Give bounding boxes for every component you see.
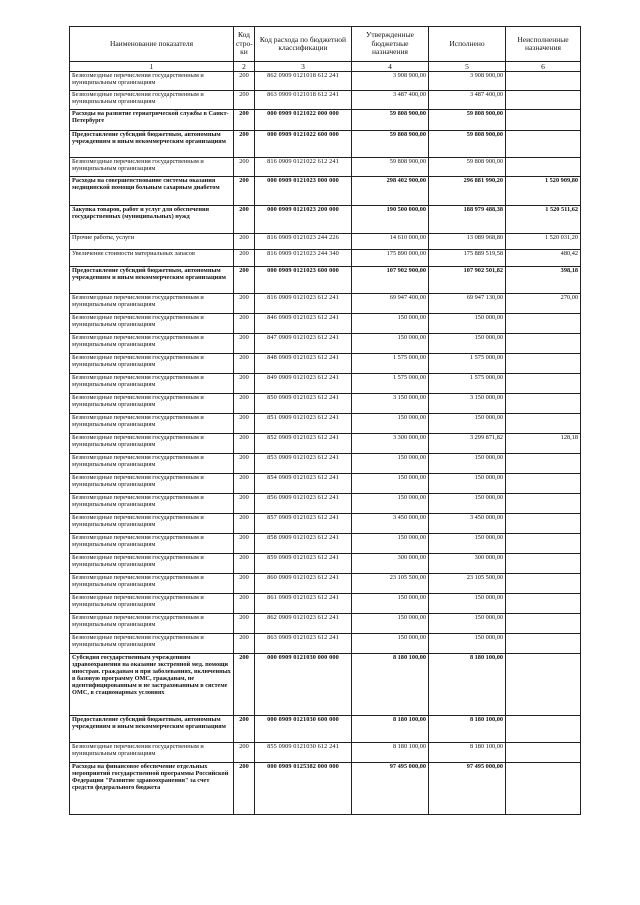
row-approved: 175 890 000,00 xyxy=(352,250,429,267)
row-line-code: 200 xyxy=(234,743,255,763)
row-executed: 3 908 900,00 xyxy=(429,72,506,91)
row-executed: 150 000,00 xyxy=(429,474,506,494)
row-line-code: 200 xyxy=(234,716,255,743)
row-approved: 14 610 000,00 xyxy=(352,234,429,250)
row-name: Безвозмездные перечисления государственным и муниципальным организациям xyxy=(70,614,234,634)
row-approved: 3 150 000,00 xyxy=(352,394,429,414)
row-approved: 150 000,00 xyxy=(352,614,429,634)
table-row xyxy=(70,594,581,614)
row-line-code: 200 xyxy=(234,250,255,267)
row-unexecuted xyxy=(506,72,581,91)
row-unexecuted xyxy=(506,110,581,131)
row-line-code: 200 xyxy=(234,91,255,110)
row-unexecuted xyxy=(506,574,581,594)
row-name: Безвозмездные перечисления государственным и муниципальным организациям xyxy=(70,91,234,110)
row-name: Предоставление субсидий бюджетным, автономным учреждениям и иным некоммерческим организациям xyxy=(70,716,234,743)
row-unexecuted xyxy=(506,763,581,815)
row-executed: 8 180 100,00 xyxy=(429,654,506,716)
row-line-code: 200 xyxy=(234,634,255,654)
row-executed: 296 881 990,20 xyxy=(429,177,506,206)
row-budget-code: 863 0909 0121018 612 241 xyxy=(255,91,352,110)
row-budget-code: 000 0909 0121023 000 000 xyxy=(255,177,352,206)
row-approved: 23 105 500,00 xyxy=(352,574,429,594)
row-approved: 150 000,00 xyxy=(352,594,429,614)
row-budget-code: 848 0909 0121023 612 241 xyxy=(255,354,352,374)
table-row xyxy=(70,434,581,454)
row-unexecuted xyxy=(506,334,581,354)
row-budget-code: 000 0909 0121023 200 000 xyxy=(255,206,352,234)
row-budget-code: 862 0909 0121023 612 241 xyxy=(255,614,352,634)
row-approved: 97 495 000,00 xyxy=(352,763,429,815)
row-name: Безвозмездные перечисления государственным и муниципальным организациям xyxy=(70,414,234,434)
row-executed: 3 299 871,82 xyxy=(429,434,506,454)
row-name: Предоставление субсидий бюджетным, автономным учреждениям и иным некоммерческим организациям xyxy=(70,267,234,294)
row-budget-code: 856 0909 0121023 612 241 xyxy=(255,494,352,514)
row-unexecuted: 398,18 xyxy=(506,267,581,294)
column-number: 4 xyxy=(352,62,429,72)
table-row xyxy=(70,131,581,158)
row-executed: 150 000,00 xyxy=(429,334,506,354)
row-name: Безвозмездные перечисления государственным и муниципальным организациям xyxy=(70,158,234,177)
row-name: Безвозмездные перечисления государственным и муниципальным организациям xyxy=(70,634,234,654)
row-unexecuted xyxy=(506,534,581,554)
row-unexecuted xyxy=(506,374,581,394)
row-name: Закупка товаров, работ и услуг для обеспечения государственных (муниципальных) нужд xyxy=(70,206,234,234)
row-line-code: 200 xyxy=(234,614,255,634)
row-budget-code: 000 0909 0121030 600 000 xyxy=(255,716,352,743)
row-budget-code: 816 0909 0121022 612 241 xyxy=(255,158,352,177)
row-unexecuted: 480,42 xyxy=(506,250,581,267)
table-row xyxy=(70,634,581,654)
row-approved: 1 575 000,00 xyxy=(352,354,429,374)
table-row xyxy=(70,374,581,394)
row-approved: 150 000,00 xyxy=(352,454,429,474)
table-row xyxy=(70,534,581,554)
row-unexecuted xyxy=(506,474,581,494)
row-name: Расходы на развитие гериатрической службы в Санкт-Петербурге xyxy=(70,110,234,131)
row-line-code: 200 xyxy=(234,514,255,534)
row-budget-code: 852 0909 0121023 612 241 xyxy=(255,434,352,454)
table-row xyxy=(70,574,581,594)
column-number: 3 xyxy=(255,62,352,72)
row-executed: 23 105 500,00 xyxy=(429,574,506,594)
table-row xyxy=(70,414,581,434)
table-row xyxy=(70,394,581,414)
row-executed: 107 902 501,82 xyxy=(429,267,506,294)
row-line-code: 200 xyxy=(234,374,255,394)
column-number: 6 xyxy=(506,62,581,72)
row-unexecuted xyxy=(506,494,581,514)
column-numbers-row xyxy=(70,62,581,72)
row-line-code: 200 xyxy=(234,267,255,294)
row-executed: 150 000,00 xyxy=(429,414,506,434)
row-unexecuted: 1 520 511,62 xyxy=(506,206,581,234)
row-budget-code: 850 0909 0121023 612 241 xyxy=(255,394,352,414)
column-number: 2 xyxy=(234,62,255,72)
table-row xyxy=(70,454,581,474)
row-line-code: 200 xyxy=(234,414,255,434)
row-line-code: 200 xyxy=(234,434,255,454)
row-line-code: 200 xyxy=(234,110,255,131)
row-budget-code: 858 0909 0121023 612 241 xyxy=(255,534,352,554)
row-approved: 59 808 900,00 xyxy=(352,131,429,158)
row-unexecuted xyxy=(506,414,581,434)
row-approved: 150 000,00 xyxy=(352,494,429,514)
row-unexecuted xyxy=(506,654,581,716)
row-name: Безвозмездные перечисления государственным и муниципальным организациям xyxy=(70,354,234,374)
row-budget-code: 860 0909 0121023 612 241 xyxy=(255,574,352,594)
row-budget-code: 816 0909 0121023 244 226 xyxy=(255,234,352,250)
row-unexecuted xyxy=(506,394,581,414)
row-name: Безвозмездные перечисления государственным и муниципальным организациям xyxy=(70,454,234,474)
row-name: Безвозмездные перечисления государственным и муниципальным организациям xyxy=(70,594,234,614)
row-line-code: 200 xyxy=(234,654,255,716)
row-line-code: 200 xyxy=(234,594,255,614)
row-approved: 69 947 400,00 xyxy=(352,294,429,314)
row-budget-code: 000 0909 0121022 600 000 xyxy=(255,131,352,158)
table-row xyxy=(70,763,581,815)
row-approved: 3 450 000,00 xyxy=(352,514,429,534)
header-executed: Исполнено xyxy=(429,27,506,62)
row-approved: 190 500 000,00 xyxy=(352,206,429,234)
row-unexecuted xyxy=(506,158,581,177)
row-name: Безвозмездные перечисления государственным и муниципальным организациям xyxy=(70,494,234,514)
row-executed: 3 150 000,00 xyxy=(429,394,506,414)
table-row xyxy=(70,72,581,91)
table-row xyxy=(70,294,581,314)
row-name: Безвозмездные перечисления государственным и муниципальным организациям xyxy=(70,72,234,91)
row-name: Расходы на совершенствование системы оказания медицинской помощи больным сахарным диабетом xyxy=(70,177,234,206)
row-executed: 1 575 000,00 xyxy=(429,354,506,374)
row-executed: 97 495 000,00 xyxy=(429,763,506,815)
row-executed: 188 979 488,38 xyxy=(429,206,506,234)
row-budget-code: 846 0909 0121023 612 241 xyxy=(255,314,352,334)
row-budget-code: 851 0909 0121023 612 241 xyxy=(255,414,352,434)
row-name: Безвозмездные перечисления государственным и муниципальным организациям xyxy=(70,434,234,454)
row-executed: 59 808 900,00 xyxy=(429,131,506,158)
row-approved: 3 908 900,00 xyxy=(352,72,429,91)
row-line-code: 200 xyxy=(234,763,255,815)
row-name: Расходы на финансовое обеспечение отдельных мероприятий государственной программы Российской Федерации "Развитие здравоохранения" за счет средств федерального бюджета xyxy=(70,763,234,815)
row-budget-code: 849 0909 0121023 612 241 xyxy=(255,374,352,394)
row-executed: 1 575 000,00 xyxy=(429,374,506,394)
row-approved: 300 000,00 xyxy=(352,554,429,574)
row-budget-code: 861 0909 0121023 612 241 xyxy=(255,594,352,614)
table-row xyxy=(70,716,581,743)
row-line-code: 200 xyxy=(234,72,255,91)
row-unexecuted xyxy=(506,91,581,110)
row-approved: 3 300 000,00 xyxy=(352,434,429,454)
row-executed: 150 000,00 xyxy=(429,594,506,614)
row-name: Увеличение стоимости материальных запасов xyxy=(70,250,234,267)
row-unexecuted: 128,18 xyxy=(506,434,581,454)
row-budget-code: 854 0909 0121023 612 241 xyxy=(255,474,352,494)
row-executed: 150 000,00 xyxy=(429,534,506,554)
row-executed: 8 180 100,00 xyxy=(429,716,506,743)
row-executed: 150 000,00 xyxy=(429,494,506,514)
row-executed: 3 450 000,00 xyxy=(429,514,506,534)
row-unexecuted xyxy=(506,514,581,534)
row-approved: 3 487 400,00 xyxy=(352,91,429,110)
row-approved: 59 808 900,00 xyxy=(352,110,429,131)
row-name: Безвозмездные перечисления государственным и муниципальным организациям xyxy=(70,534,234,554)
row-executed: 13 089 968,80 xyxy=(429,234,506,250)
row-executed: 300 000,00 xyxy=(429,554,506,574)
table-row xyxy=(70,334,581,354)
column-number: 1 xyxy=(70,62,234,72)
row-line-code: 200 xyxy=(234,454,255,474)
row-name: Безвозмездные перечисления государственным и муниципальным организациям xyxy=(70,374,234,394)
row-unexecuted xyxy=(506,594,581,614)
header-unexecuted: Неисполненные назначения xyxy=(506,27,581,62)
row-budget-code: 863 0909 0121023 612 241 xyxy=(255,634,352,654)
row-unexecuted xyxy=(506,131,581,158)
row-executed: 150 000,00 xyxy=(429,314,506,334)
row-name: Безвозмездные перечисления государственным и муниципальным организациям xyxy=(70,334,234,354)
table-row xyxy=(70,554,581,574)
table-row xyxy=(70,250,581,267)
row-unexecuted xyxy=(506,454,581,474)
row-name: Безвозмездные перечисления государственным и муниципальным организациям xyxy=(70,474,234,494)
row-approved: 150 000,00 xyxy=(352,534,429,554)
budget-execution-table xyxy=(69,26,581,815)
row-name: Безвозмездные перечисления государственным и муниципальным организациям xyxy=(70,743,234,763)
row-name: Безвозмездные перечисления государственным и муниципальным организациям xyxy=(70,514,234,534)
row-name: Субсидия государственным учреждениям здравоохранения на оказание экстренной мед. помощи иностран. гражданам и при заболеваниях, включенных в базовую программу ОМС, гражданам, не идентифицированным и не застрахованным в системе ОМС, в стационарных условиях xyxy=(70,654,234,716)
table-row xyxy=(70,514,581,534)
table-row xyxy=(70,110,581,131)
table-row xyxy=(70,177,581,206)
table-row xyxy=(70,743,581,763)
row-line-code: 200 xyxy=(234,177,255,206)
row-approved: 150 000,00 xyxy=(352,314,429,334)
table-row xyxy=(70,206,581,234)
table-header-row xyxy=(70,27,581,62)
row-executed: 150 000,00 xyxy=(429,454,506,474)
row-name: Безвозмездные перечисления государственным и муниципальным организациям xyxy=(70,554,234,574)
row-line-code: 200 xyxy=(234,534,255,554)
row-line-code: 200 xyxy=(234,206,255,234)
row-executed: 69 947 130,00 xyxy=(429,294,506,314)
row-name: Безвозмездные перечисления государственным и муниципальным организациям xyxy=(70,394,234,414)
row-budget-code: 862 0909 0121018 612 241 xyxy=(255,72,352,91)
table-row xyxy=(70,234,581,250)
table-row xyxy=(70,614,581,634)
table-row xyxy=(70,474,581,494)
row-name: Безвозмездные перечисления государственным и муниципальным организациям xyxy=(70,314,234,334)
table-row xyxy=(70,654,581,716)
row-executed: 59 808 900,00 xyxy=(429,158,506,177)
header-name: Наименование показателя xyxy=(70,27,234,62)
row-name: Безвозмездные перечисления государственным и муниципальным организациям xyxy=(70,294,234,314)
row-line-code: 200 xyxy=(234,314,255,334)
row-budget-code: 000 0909 0125382 000 000 xyxy=(255,763,352,815)
row-unexecuted xyxy=(506,634,581,654)
row-line-code: 200 xyxy=(234,574,255,594)
header-line-code: Код стро- ки xyxy=(234,27,255,62)
row-budget-code: 000 0909 0121022 000 000 xyxy=(255,110,352,131)
header-budget-code: Код расхода по бюджетной классификации xyxy=(255,27,352,62)
row-budget-code: 816 0909 0121023 612 241 xyxy=(255,294,352,314)
row-line-code: 200 xyxy=(234,234,255,250)
row-approved: 107 902 900,00 xyxy=(352,267,429,294)
row-unexecuted xyxy=(506,716,581,743)
row-approved: 8 180 100,00 xyxy=(352,716,429,743)
table-row xyxy=(70,494,581,514)
table-row xyxy=(70,354,581,374)
table-row xyxy=(70,158,581,177)
row-line-code: 200 xyxy=(234,294,255,314)
row-budget-code: 000 0909 0121023 600 000 xyxy=(255,267,352,294)
row-executed: 8 180 100,00 xyxy=(429,743,506,763)
header-approved: Утвержденные бюджетные назначения xyxy=(352,27,429,62)
row-approved: 150 000,00 xyxy=(352,414,429,434)
row-budget-code: 853 0909 0121023 612 241 xyxy=(255,454,352,474)
row-executed: 150 000,00 xyxy=(429,614,506,634)
row-name: Предоставление субсидий бюджетным, автономным учреждениям и иным некоммерческим организациям xyxy=(70,131,234,158)
row-budget-code: 847 0909 0121023 612 241 xyxy=(255,334,352,354)
row-name: Прочие работы, услуги xyxy=(70,234,234,250)
row-unexecuted: 1 520 909,80 xyxy=(506,177,581,206)
table-row xyxy=(70,314,581,334)
column-number: 5 xyxy=(429,62,506,72)
row-approved: 8 180 100,00 xyxy=(352,743,429,763)
row-name: Безвозмездные перечисления государственным и муниципальным организациям xyxy=(70,574,234,594)
row-unexecuted xyxy=(506,614,581,634)
row-line-code: 200 xyxy=(234,474,255,494)
row-executed: 150 000,00 xyxy=(429,634,506,654)
table-row xyxy=(70,91,581,110)
row-budget-code: 000 0909 0121030 000 000 xyxy=(255,654,352,716)
row-approved: 8 180 100,00 xyxy=(352,654,429,716)
row-line-code: 200 xyxy=(234,334,255,354)
row-budget-code: 859 0909 0121023 612 241 xyxy=(255,554,352,574)
row-executed: 175 889 519,58 xyxy=(429,250,506,267)
row-line-code: 200 xyxy=(234,131,255,158)
table-row xyxy=(70,267,581,294)
row-approved: 59 808 900,00 xyxy=(352,158,429,177)
row-executed: 3 487 400,00 xyxy=(429,91,506,110)
row-line-code: 200 xyxy=(234,354,255,374)
row-unexecuted xyxy=(506,743,581,763)
row-unexecuted xyxy=(506,354,581,374)
row-unexecuted: 270,00 xyxy=(506,294,581,314)
row-approved: 298 402 900,00 xyxy=(352,177,429,206)
row-line-code: 200 xyxy=(234,158,255,177)
row-line-code: 200 xyxy=(234,554,255,574)
row-approved: 150 000,00 xyxy=(352,634,429,654)
row-line-code: 200 xyxy=(234,494,255,514)
row-budget-code: 816 0909 0121023 244 340 xyxy=(255,250,352,267)
row-unexecuted: 1 520 031,20 xyxy=(506,234,581,250)
row-budget-code: 857 0909 0121023 612 241 xyxy=(255,514,352,534)
row-approved: 150 000,00 xyxy=(352,334,429,354)
row-approved: 1 575 000,00 xyxy=(352,374,429,394)
row-unexecuted xyxy=(506,314,581,334)
row-budget-code: 855 0909 0121030 612 241 xyxy=(255,743,352,763)
row-approved: 150 000,00 xyxy=(352,474,429,494)
row-line-code: 200 xyxy=(234,394,255,414)
row-unexecuted xyxy=(506,554,581,574)
row-executed: 59 808 900,00 xyxy=(429,110,506,131)
